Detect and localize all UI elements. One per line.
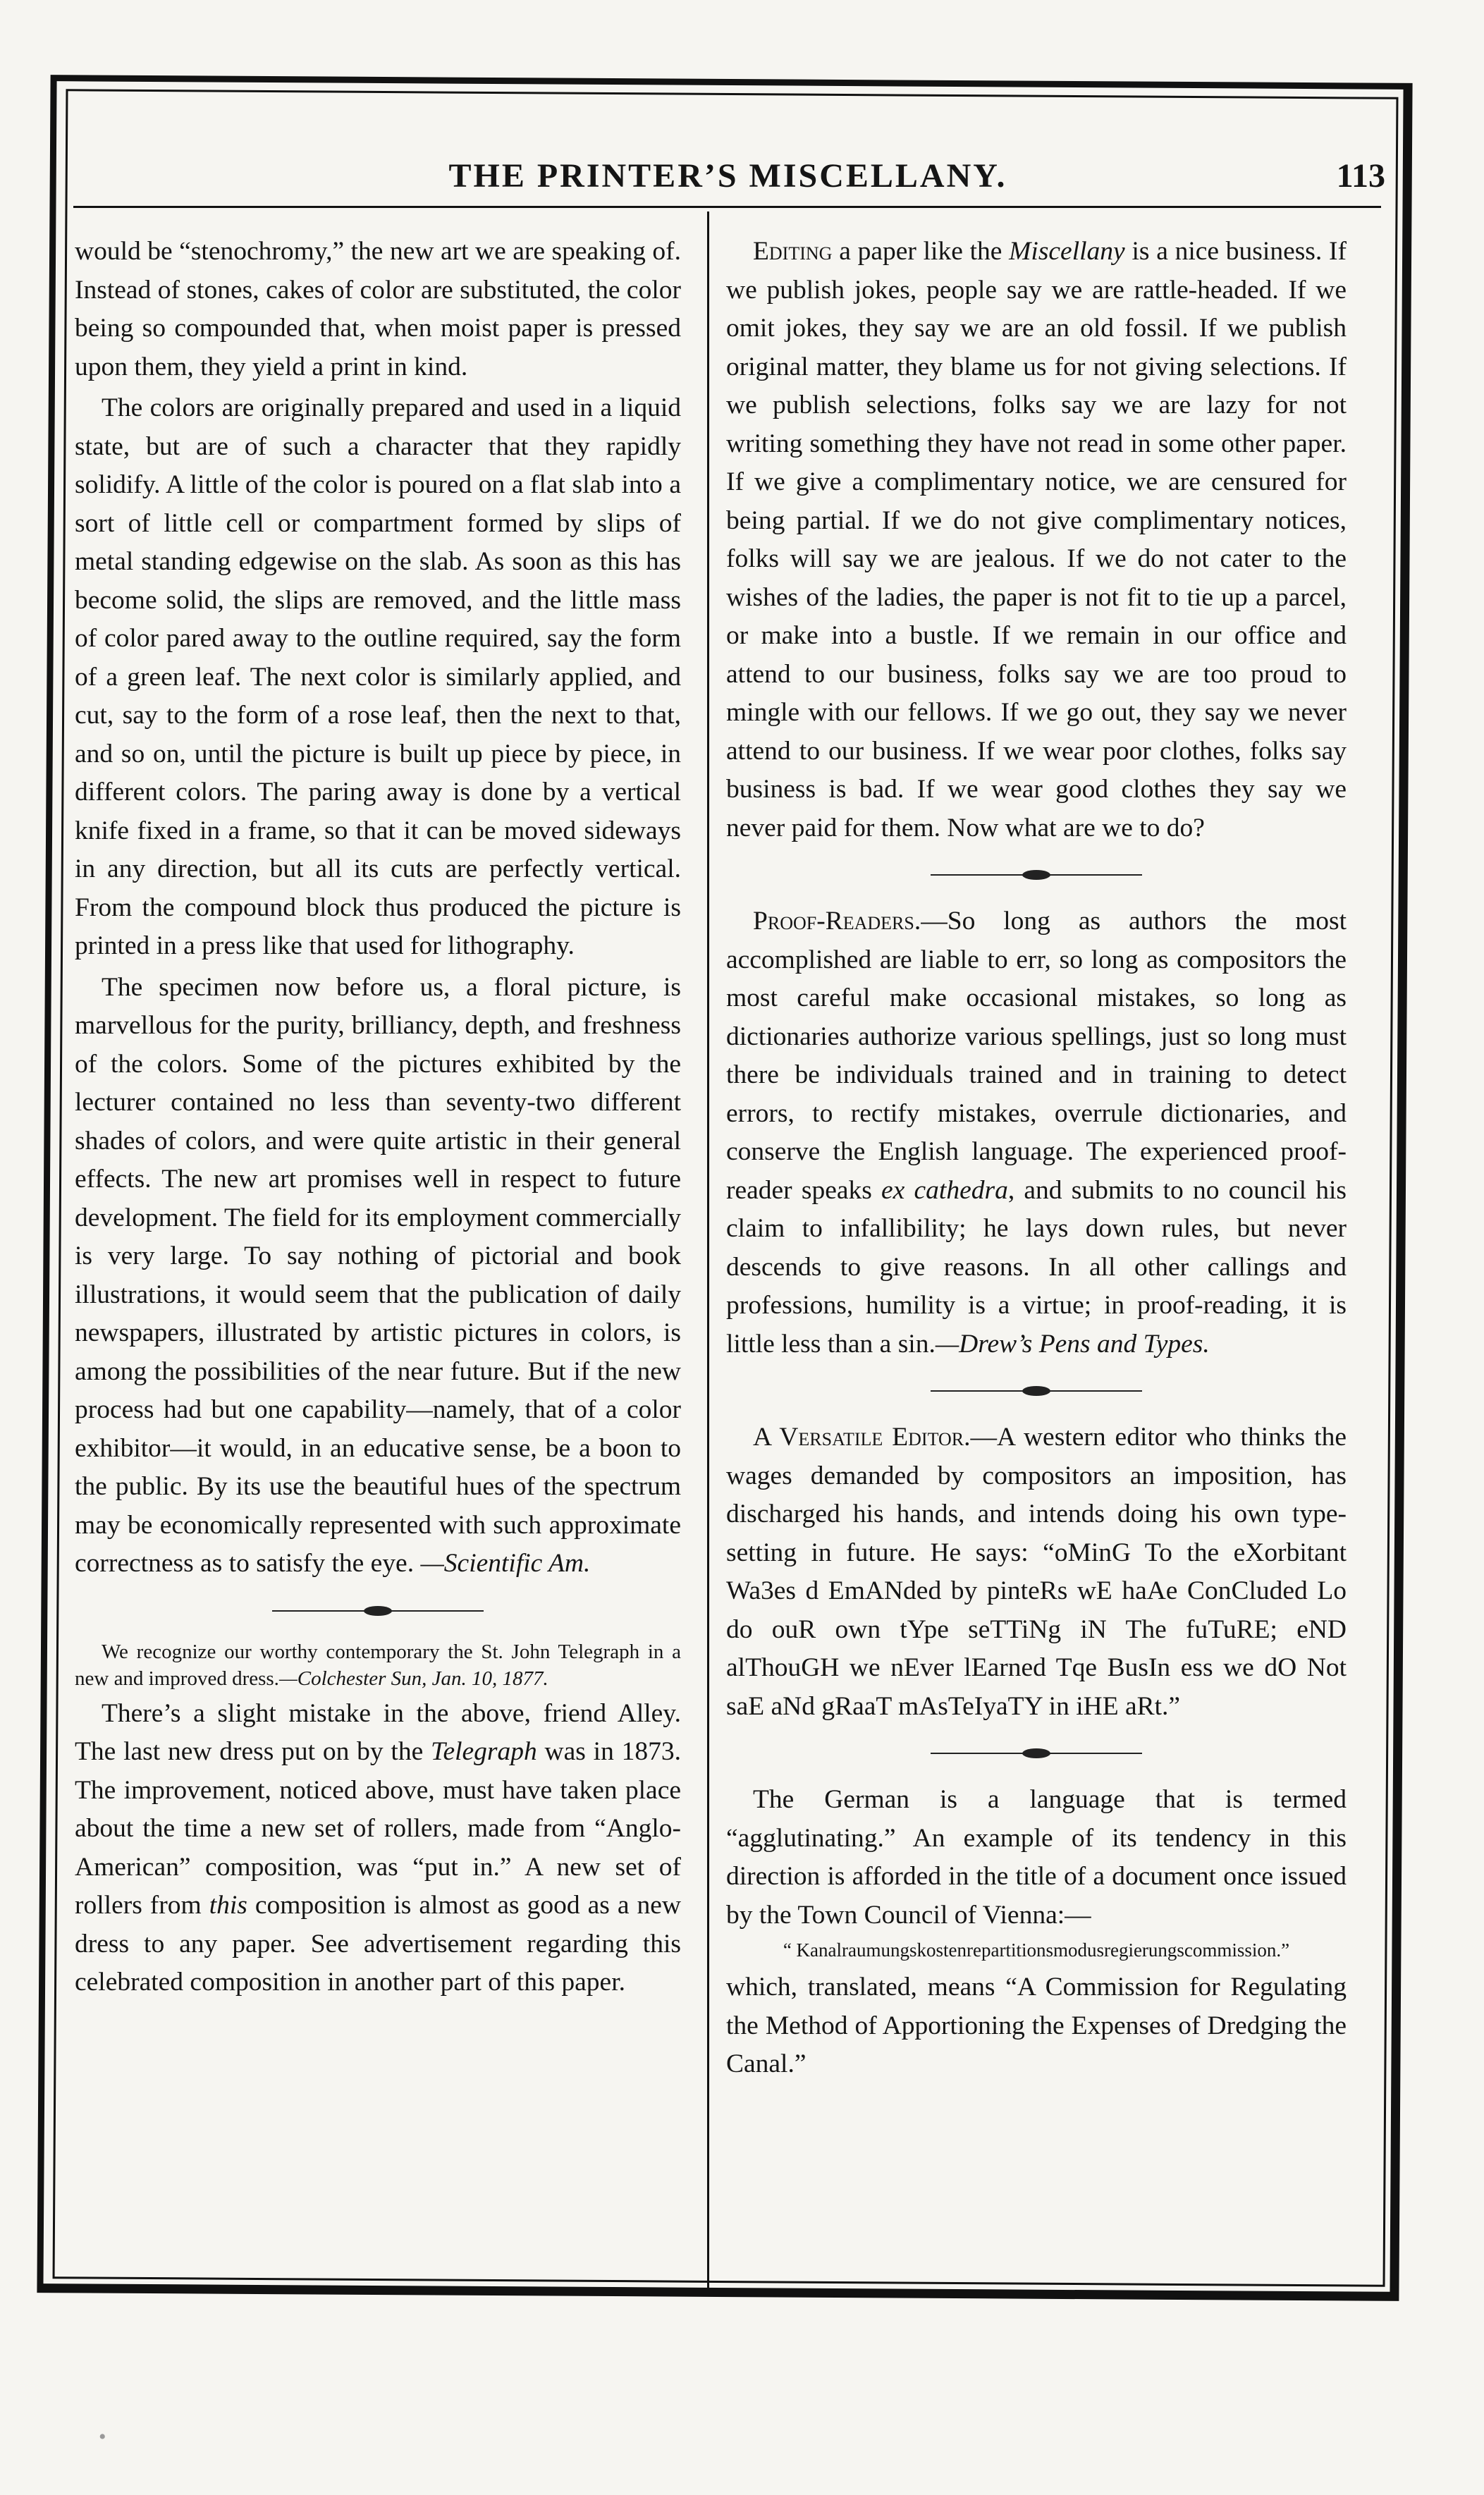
paragraph-text: —A western editor who thinks the wages demanded by compositors an imposition, has discharged his hands, and intends doing his own type-setting in future. He says: “oMinG To the eXorbitant Wa3es d EmANded by pinteRs wE haAe ConCluded Lo do ouR own tYpe seTTiNg iN The fuTuRE; eND alThouGH we nEver lEarned Tqe BusIn ess we dO Not saE aNd gRaaT mAsTeIyaTY in iHE aRt.” [726,1423,1347,1721]
left-column [75,233,681,2005]
paragraph-lead: Editing [753,237,833,266]
paragraph-text: was in 1873. The improvement, noticed above, must have taken place about the time a new set of rollers, made from “Anglo-American” composition, was “put in.” A new set of rollers from [75,1737,681,1920]
german-compound-word: “ Kanalraumungskostenrepartitionsmodusregierungscommission.” [783,1939,1290,1961]
source-citation: —Colchester Sun, Jan. 10, 1877. [278,1667,548,1690]
paragraph-text: The specimen now before us, a floral picture, is marvellous for the purity, brilliancy, depth, and freshness of the colors. Some of the pictures exhibited by the lecturer contained no less than seventy-two different shades of colors, and were quite artistic in their general effects. The new art promises well in respect to future development. The field for its employment commercially is very large. To say nothing of pictorial and book illustrations, it would seem that the publication of daily newspapers, illustrated by artistic pictures in colors, is among the possibilities of the near future. But if the new process had but one capability—namely, that of a color exhibitor—it would, in an educative sense, be a boon to the public. By its use the beautiful hues of the spectrum may be economically represented with such approximate correctness as to satisfy the eye. [75,972,681,1578]
proof-readers-paragraph [726,902,1347,1363]
quoted-notice [75,1638,681,1692]
stenochromy-paragraph-2: The colors are originally prepared and used in a liquid state, but are of such a character that they rapidly solidify. A little of the color is poured on a flat slab into a sort of little cell or compartment formed by slips of metal standing edgewise on the slab. As soon as this has become solid, the slips are removed, and the little mass of color pared away to the outline required, say the form of a green leaf. The next color is similarly applied, and cut, say to the form of a rose leaf, then the next to that, and so on, until the picture is built up piece by piece, in different colors. The paring away is done by a vertical knife fixed in a frame, so that it can be moved sideways in any direction, but all its cuts are perfectly vertical. From the compound block thus produced the picture is printed in a press like that used for lithography. [75,393,681,960]
paragraph-text: —So long as authors the most accomplished are liable to err, so long as compositors the most careful make occasional mistakes, so long as dictionaries authorize various spellings, just so long must there be individuals trained and in training to detect errors, to rectify mistakes, overrule dictionaries, and conserve the English language. The experienced proof-reader speaks [726,907,1347,1205]
column-divider [707,212,709,2291]
stenochromy-paragraph-1: would be “stenochromy,” the new art we are speaking of. Instead of stones, cakes of color are substituted, the color being so compounded that, when moist paper is pressed upon them, they yield a print in kind. [75,237,681,381]
versatile-editor-paragraph [726,1418,1347,1726]
running-header [70,157,1385,206]
ornament-divider [931,869,1142,881]
paragraph-lead: Proof-Readers. [753,907,921,936]
paragraph-text: , and submits to no council his claim to infallibility; he lays down rules, but never descends to give reasons. In all other callings and professions, humility is a virtue; in proof-reading, it is little less than a sin. [726,1175,1347,1359]
ornament-divider [272,1605,484,1617]
paragraph-text: composition is almost as good as a new dress to any paper. See advertisement regarding this celebrated composition in another part of this paper. [75,1891,681,1997]
source-citation: —Scientific Am. [420,1549,591,1578]
emphasis-text: this [209,1891,247,1920]
stenochromy-paragraph-3 [75,969,681,1583]
german-translation: which, translated, means “A Commission for Regulating the Method of Apportioning the Expenses of Dredging the Canal.” [726,1973,1347,2078]
marginal-mark: • [99,2425,106,2448]
telegraph-name: Telegraph [431,1737,537,1766]
quoted-notice-text: We recognize our worthy contemporary the St. John Telegraph in a new and improved dress. [75,1640,681,1690]
latin-phrase: ex cathedra [881,1175,1008,1205]
paragraph-text: a paper like the [832,237,1010,266]
running-title: THE PRINTER’S MISCELLANY. [448,157,1007,195]
paragraph-text: is a nice business. If we publish jokes, people say we are rattle-headed. If we omit jokes, they say we are an old fossil. If we publish original matter, they blame us for not giving selections. If we publish selections, folks say we are lazy for not writing something they have not read in some other paper. If we give a complimentary notice, we are censured for being partial. If we do not give complimentary notices, folks will say we are jealous. If we do not cater to the wishes of the ladies, the paper is not fit to tie up a parcel, or make into a bustle. If we remain in our office and attend to our business, folks say we are too proud to mingle with our fellows. If we go out, they say we never attend to our business. If we wear poor clothes, folks say business is bad. If we wear good clothes they say we never paid for them. Now what are we to do? [726,237,1347,842]
right-column [726,233,1347,2087]
header-rule [73,206,1381,208]
german-paragraph: The German is a language that is termed “agglutinating.” An example of its tendency in this direction is afforded in the title of a document once issued by the Town Council of Vienna:— [726,1785,1347,1930]
telegraph-reply-paragraph [75,1695,681,2002]
editing-paragraph [726,233,1347,847]
magazine-name: Miscellany [1009,237,1125,266]
page-number: 113 [1336,157,1385,195]
paragraph-text: There’s a slight mistake in the above, friend Alley. The last new dress put on by the [75,1698,681,1766]
ornament-divider [931,1385,1142,1397]
ornament-divider [931,1747,1142,1760]
source-citation: —Drew’s Pens and Types. [935,1329,1210,1359]
paragraph-lead: A Versatile Editor. [753,1423,971,1452]
